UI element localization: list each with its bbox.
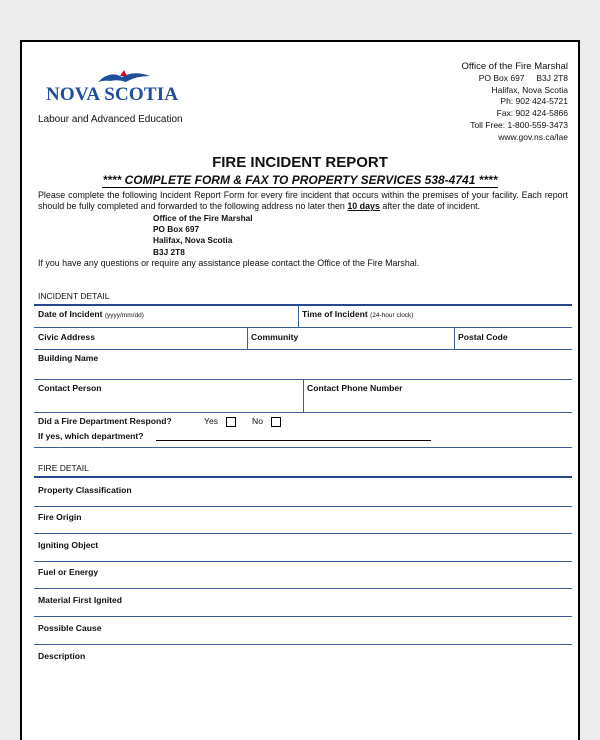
no-option[interactable]: No [252,416,281,427]
nova-scotia-logo: NOVA SCOTIA [46,70,206,110]
incident-detail-heading: INCIDENT DETAIL [38,291,110,301]
yes-option[interactable]: Yes [204,416,236,427]
form-title: FIRE INCIDENT REPORT [212,154,388,171]
row-divider [34,447,572,448]
row-divider [34,327,572,328]
fire-detail-heading: FIRE DETAIL [38,463,89,473]
cell-divider [303,379,304,412]
date-of-incident-field[interactable]: Date of Incident (yyyy/mm/dd) [38,309,144,319]
section-divider [34,476,572,478]
row-divider [34,644,572,645]
cell-divider [454,327,455,349]
property-classification-field[interactable]: Property Classification [38,485,132,495]
row-divider [34,349,572,350]
mailing-address: Office of the Fire Marshal PO Box 697 Halifax, Nova Scotia B3J 2T8 [153,213,253,257]
igniting-object-field[interactable]: Igniting Object [38,540,99,550]
postal-code-field[interactable]: Postal Code [458,332,508,342]
community-field[interactable]: Community [251,332,299,342]
fuel-or-energy-field[interactable]: Fuel or Energy [38,567,99,577]
form-page [20,40,580,740]
description-field[interactable]: Description [38,651,86,661]
cell-divider [247,327,248,349]
time-of-incident-field[interactable]: Time of Incident (24-hour clock) [302,309,414,319]
yes-checkbox[interactable] [226,417,236,427]
cell-divider [298,305,299,327]
deadline-days: 10 days [347,201,380,212]
material-first-ignited-field[interactable]: Material First Ignited [38,595,123,605]
civic-address-field[interactable]: Civic Address [38,332,95,342]
instructions: Please complete the following Incident Report Form for every fire incident that occurs within the premises of your facility. Each report should be fully completed and forwarded to the following address no later then 10 days after the date of incident. [38,190,568,212]
fire-origin-field[interactable]: Fire Origin [38,512,82,522]
contact-note: If you have any questions or require any assistance please contact the Office of the Fire Marshal. [38,258,420,268]
which-department-label: If yes, which department? [38,431,144,441]
which-department-input[interactable] [156,440,431,441]
contact-person-field[interactable]: Contact Person [38,383,102,393]
form-subtitle: **** COMPLETE FORM & FAX TO PROPERTY SERVICES 538-4741 **** [102,173,498,187]
row-divider [34,533,572,534]
fire-dept-respond-question: Did a Fire Department Respond? [38,416,172,426]
section-divider [34,304,572,306]
contact-phone-field[interactable]: Contact Phone Number [307,383,403,393]
department-name: Labour and Advanced Education [38,114,183,125]
row-divider [34,616,572,617]
no-checkbox[interactable] [271,417,281,427]
possible-cause-field[interactable]: Possible Cause [38,623,102,633]
row-divider [34,412,572,413]
building-name-field[interactable]: Building Name [38,353,99,363]
office-address: Office of the Fire Marshal PO Box 697 B3J 2T8 Halifax, Nova Scotia Ph: 902 424-5721 Fax: 902 424-5866 Toll Free: 1-800-559-3473 www.gov.ns.ca/lae [461,61,568,142]
row-divider [34,506,572,507]
row-divider [34,561,572,562]
row-divider [34,588,572,589]
